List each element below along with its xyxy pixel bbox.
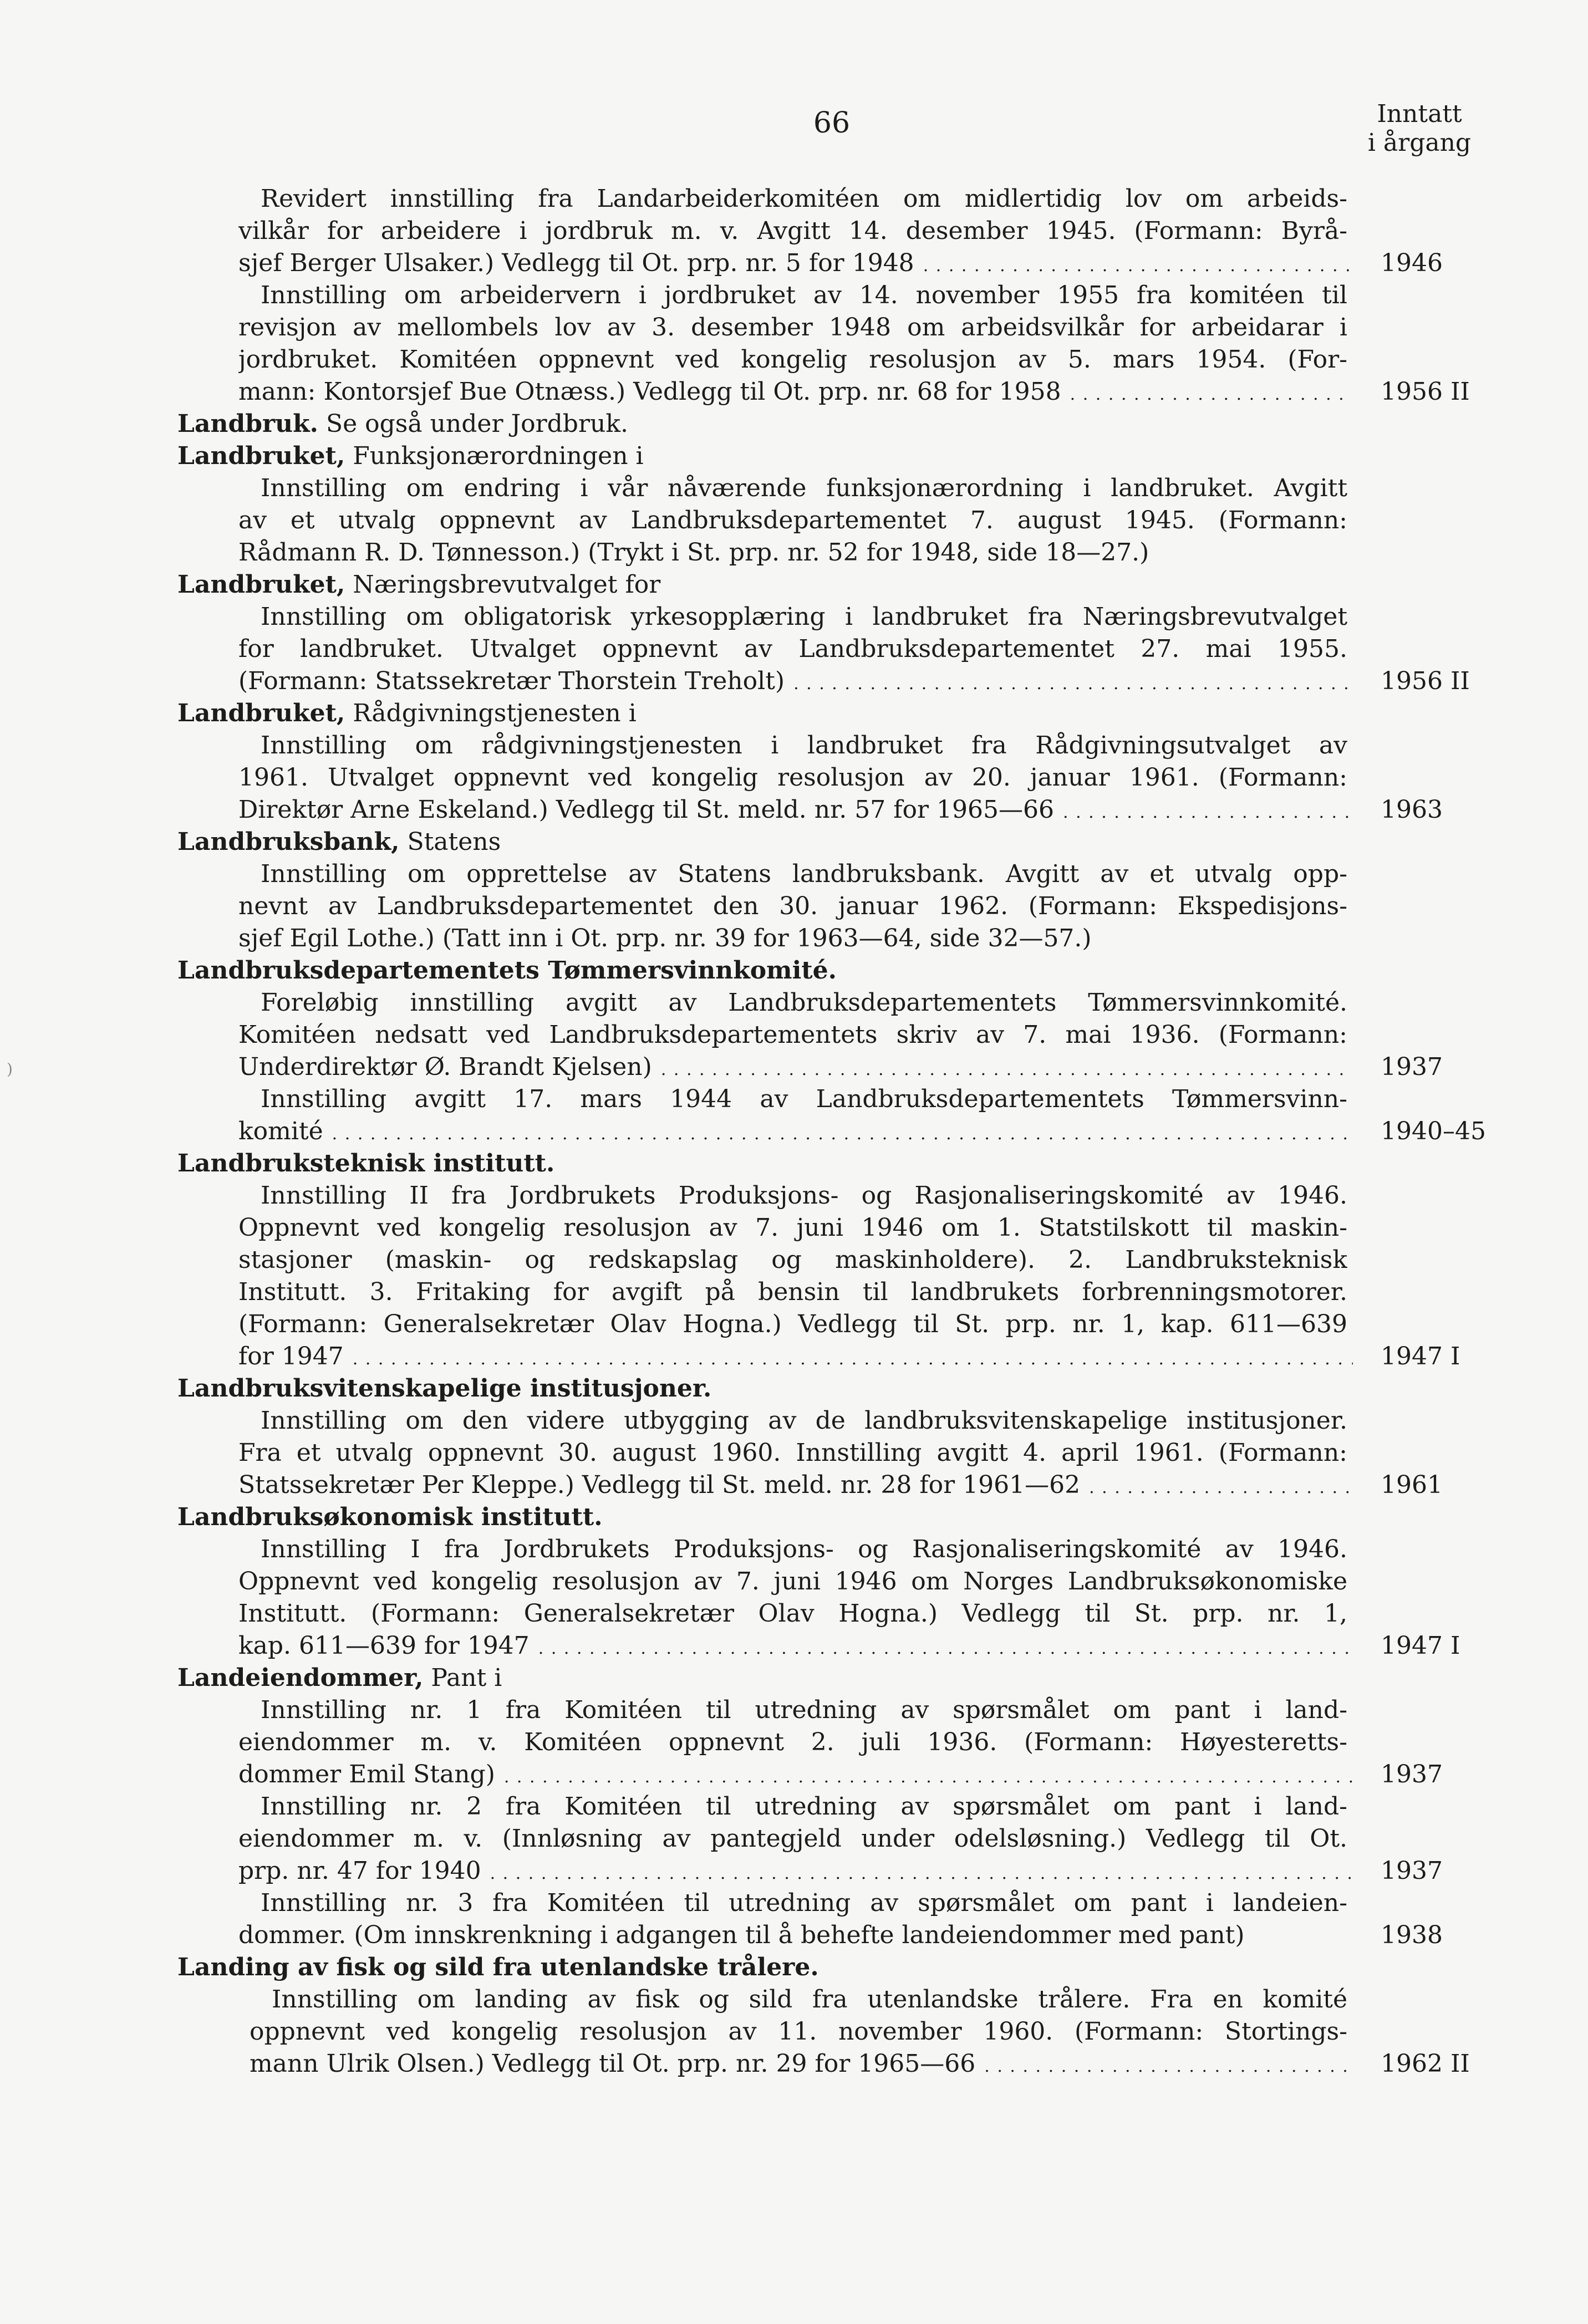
entry-keyword: Landbruk. — [177, 410, 318, 438]
year-reference: 1938 — [1381, 1921, 1443, 1949]
entry-line — [0, 762, 1588, 794]
entry-heading-text — [177, 1662, 502, 1694]
entry-heading-text — [177, 697, 637, 730]
entry-line — [0, 504, 1588, 537]
entry-keyword: Landbruksvitenskapelige institusjoner. — [177, 1374, 712, 1403]
year-reference: 1956 II — [1381, 378, 1470, 406]
entry-line — [0, 1405, 1588, 1437]
entry-line — [0, 1566, 1588, 1598]
entry-line — [0, 601, 1588, 633]
dot-leader — [1089, 1469, 1353, 1501]
year-reference: 1961 — [1381, 1471, 1443, 1499]
entry-line-text — [238, 247, 1353, 279]
entry-line-text: Innstilling II fra Jordbrukets Produksjons- og Rasjonaliseringskomité av 1946. — [261, 1181, 1347, 1210]
entry-line — [0, 1437, 1588, 1469]
entry-line — [0, 183, 1588, 215]
entry-line-text: Innstilling om endring i vår nåværende funksjonærordning i landbruket. Avgitt — [261, 474, 1347, 502]
dot-leader — [332, 1115, 1353, 1148]
entry-line-text: Innstilling I fra Jordbrukets Produksjons- og Rasjonaliseringskomité av 1946. — [261, 1535, 1347, 1563]
entry-keyword: Landbruksbank, — [177, 828, 400, 856]
entry-line-text: Oppnevnt ved kongelig resolusjon av 7. juni 1946 om 1. Statstilskott til maskin- — [238, 1214, 1347, 1242]
entry-line-content: Statssekretær Per Kleppe.) Vedlegg til St. meld. nr. 28 for 1961—62 — [238, 1471, 1081, 1499]
entry-line — [0, 890, 1588, 923]
entry-line — [0, 1244, 1588, 1276]
entry-line-text: revisjon av mellombels lov av 3. desember 1948 om arbeidsvilkår for arbeidarar i — [238, 313, 1347, 342]
entry-heading-text — [177, 1501, 603, 1533]
entry-line-content: for 1947 — [238, 1342, 344, 1370]
entry-line-text: vilkår for arbeidere i jordbruk m. v. Avgitt 14. desember 1945. (Formann: Byrå- — [238, 217, 1347, 245]
entry-heading — [0, 408, 1588, 440]
entry-line-text: Fra et utvalg oppnevnt 30. august 1960. Innstilling avgitt 4. april 1961. (Formann: — [238, 1439, 1347, 1467]
entry-line-text — [238, 665, 1353, 697]
entry-line-text: 1961. Utvalget oppnevnt ved kongelig resolusjon av 20. januar 1961. (Formann: — [238, 763, 1347, 792]
entry-heading — [0, 955, 1588, 987]
entry-heading — [0, 826, 1588, 858]
entry-line-text: nevnt av Landbruksdepartementet den 30. januar 1962. (Formann: Ekspedisjons- — [238, 892, 1347, 920]
year-reference: 1946 — [1381, 249, 1443, 277]
entry-line — [0, 794, 1588, 826]
entry-qualifier: Pant i — [423, 1664, 502, 1692]
entry-line — [0, 344, 1588, 376]
entry-line-text — [238, 1630, 1353, 1662]
entry-line — [0, 633, 1588, 665]
entry-line-content: mann Ulrik Olsen.) Vedlegg til Ot. prp. nr. 29 for 1965—66 — [250, 2050, 976, 2078]
entry-line — [0, 1212, 1588, 1244]
entry-line-text: Revidert innstilling fra Landarbeiderkomitéen om midlertidig lov om arbeids- — [261, 185, 1347, 213]
entry-line-text — [238, 1051, 1353, 1083]
entry-line-text: Innstilling om rådgivningstjenesten i landbruket fra Rådgivningsutvalget av — [261, 731, 1347, 760]
entry-line-content: (Formann: Statssekretær Thorstein Treholt) — [238, 667, 785, 695]
entry-line — [0, 1726, 1588, 1759]
entry-heading-text — [177, 955, 837, 987]
entry-line — [0, 312, 1588, 344]
entry-keyword: Landbruksøkonomisk institutt. — [177, 1503, 603, 1531]
entry-keyword: Landbruksdepartementets Tømmersvinnkomité. — [177, 956, 837, 985]
dot-leader — [538, 1630, 1353, 1662]
year-reference: 1937 — [1381, 1053, 1443, 1081]
entry-line — [0, 1919, 1588, 1951]
entry-line — [0, 730, 1588, 762]
entry-line-text: Innstilling om landing av fisk og sild fra utenlandske trålere. Fra en komité — [272, 1985, 1347, 2014]
entry-heading — [0, 1373, 1588, 1405]
entry-line-text: Innstilling om arbeidervern i jordbruket av 14. november 1955 fra komitéen til — [261, 281, 1347, 309]
entry-line-text: eiendommer m. v. Komitéen oppnevnt 2. juli 1936. (Formann: Høyesteretts- — [238, 1728, 1347, 1756]
entry-heading-text — [177, 826, 501, 858]
entry-line-text: Innstilling om opprettelse av Statens landbruksbank. Avgitt av et utvalg opp- — [261, 860, 1347, 888]
entry-line — [0, 987, 1588, 1019]
entry-line — [0, 279, 1588, 312]
entry-line — [0, 1469, 1588, 1501]
entry-heading-text — [177, 1951, 819, 1984]
entry-line-content: Underdirektør Ø. Brandt Kjelsen) — [238, 1053, 652, 1081]
year-reference: 1937 — [1381, 1857, 1443, 1885]
page-number: 66 — [813, 106, 851, 140]
entry-heading — [0, 569, 1588, 601]
entry-line-text: for landbruket. Utvalget oppnevnt av Landbruksdepartementet 27. mai 1955. — [238, 635, 1347, 663]
entry-keyword: Landeiendommer, — [177, 1664, 424, 1692]
entry-line — [0, 215, 1588, 247]
entry-heading-text — [177, 440, 644, 472]
entry-line-text: Oppnevnt ved kongelig resolusjon av 7. juni 1946 om Norges Landbruksøkonomiske — [238, 1567, 1347, 1596]
entry-line-content: mann: Kontorsjef Bue Otnæss.) Vedlegg til Ot. prp. nr. 68 for 1958 — [238, 378, 1061, 406]
entry-line-content: kap. 611—639 for 1947 — [238, 1632, 530, 1660]
entry-qualifier: Statens — [399, 828, 501, 856]
entry-keyword: Landbruksteknisk institutt. — [177, 1149, 555, 1178]
entry-line-text: Komitéen nedsatt ved Landbruksdepartementets skriv av 7. mai 1936. (Formann: — [238, 1021, 1347, 1049]
entry-keyword: Landbruket, — [177, 570, 345, 599]
entry-line-text: sjef Egil Lothe.) (Tatt inn i Ot. prp. nr. 39 for 1963—64, side 32—57.) — [238, 924, 1092, 952]
entry-line-text: Institutt. 3. Fritaking for avgift på bensin til landbrukets forbrenningsmotorer. — [238, 1278, 1347, 1306]
entry-heading-text — [177, 408, 628, 440]
entry-line — [0, 665, 1588, 697]
year-reference: 1947 I — [1381, 1342, 1460, 1370]
entry-line — [0, 472, 1588, 504]
entry-line — [0, 537, 1588, 569]
entry-line-content: komité — [238, 1117, 323, 1145]
entry-line-text — [238, 1855, 1353, 1887]
entry-line — [0, 1051, 1588, 1083]
entry-line-text — [238, 1341, 1353, 1373]
column-heading-line-2: i årgang — [1367, 129, 1472, 157]
dot-leader — [1063, 794, 1353, 826]
entry-line-text: (Formann: Generalsekretær Olav Hogna.) Vedlegg til St. prp. nr. 1, kap. 611—639 — [238, 1310, 1347, 1338]
entry-line — [0, 1598, 1588, 1630]
year-reference: 1962 II — [1381, 2050, 1470, 2078]
entry-line-text — [250, 2048, 1353, 2080]
entry-line — [0, 923, 1588, 955]
entry-line-text — [238, 1759, 1353, 1791]
entry-line — [0, 1630, 1588, 1662]
entry-qualifier: Rådgivningstjenesten i — [345, 699, 637, 727]
entry-line — [0, 376, 1588, 408]
entry-heading-text — [177, 569, 660, 601]
dot-leader — [1070, 376, 1353, 408]
entry-line-text — [238, 1115, 1353, 1148]
year-reference: 1963 — [1381, 796, 1443, 824]
entry-heading-text — [177, 1373, 711, 1405]
entry-heading — [0, 697, 1588, 730]
margin-mark: ) — [7, 1060, 13, 1078]
entry-line — [0, 1019, 1588, 1051]
entry-line — [0, 1341, 1588, 1373]
entry-line — [0, 1855, 1588, 1887]
entry-qualifier: Se også under Jordbruk. — [318, 410, 628, 438]
entry-keyword: Landbruket, — [177, 699, 345, 727]
entry-line-text: av et utvalg oppnevnt av Landbruksdepartementet 7. august 1945. (Formann: — [238, 506, 1347, 534]
entry-line-text: Institutt. (Formann: Generalsekretær Olav Hogna.) Vedlegg til St. prp. nr. 1, — [238, 1599, 1347, 1628]
dot-leader — [793, 665, 1353, 697]
entry-line-text: Innstilling nr. 2 fra Komitéen til utredning av spørsmålet om pant i land- — [261, 1792, 1347, 1821]
entry-line-text: Innstilling avgitt 17. mars 1944 av Landbruksdepartementets Tømmersvinn- — [261, 1085, 1347, 1113]
entry-line — [0, 858, 1588, 890]
dot-leader — [923, 247, 1353, 279]
entry-qualifier: Næringsbrevutvalget for — [345, 570, 661, 599]
index-entries — [0, 183, 1588, 2080]
entry-line-content: prp. nr. 47 for 1940 — [238, 1857, 481, 1885]
entry-line — [0, 1791, 1588, 1823]
dot-leader — [504, 1759, 1353, 1791]
entry-line — [0, 1276, 1588, 1308]
entry-line-content: dommer Emil Stang) — [238, 1760, 495, 1788]
dot-leader — [984, 2048, 1353, 2080]
year-reference: 1956 II — [1381, 667, 1470, 695]
dot-leader — [661, 1051, 1353, 1083]
entry-keyword: Landing av fisk og sild fra utenlandske trålere. — [177, 1953, 819, 1981]
entry-heading — [0, 1148, 1588, 1180]
entry-line-text: dommer. (Om innskrenkning i adgangen til å behefte landeiendommer med pant) — [238, 1921, 1245, 1949]
entry-heading — [0, 440, 1588, 472]
entry-qualifier: Funksjonærordningen i — [345, 442, 644, 470]
entry-line-text: oppnevnt ved kongelig resolusjon av 11. november 1960. (Formann: Stortings- — [250, 2017, 1347, 2046]
column-heading — [1347, 100, 1492, 157]
column-heading-line-1: Inntatt — [1377, 100, 1462, 128]
year-reference: 1940–45 — [1381, 1117, 1486, 1145]
entry-line-text — [238, 1469, 1353, 1501]
entry-line-text: Innstilling nr. 3 fra Komitéen til utredning av spørsmålet om pant i landeien- — [261, 1889, 1347, 1917]
entry-line-text — [238, 376, 1353, 408]
entry-line-text: eiendommer m. v. (Innløsning av pantegjeld under odelsløsning.) Vedlegg til Ot. — [238, 1824, 1347, 1853]
entry-heading — [0, 1501, 1588, 1533]
entry-line-text: Innstilling om obligatorisk yrkesopplæring i landbruket fra Næringsbrevutvalget — [261, 603, 1347, 631]
entry-line-text: stasjoner (maskin- og redskapslag og maskinholdere). 2. Landbruksteknisk — [238, 1246, 1347, 1274]
entry-line-text: Foreløbig innstilling avgitt av Landbruksdepartementets Tømmersvinnkomité. — [261, 988, 1347, 1017]
entry-line — [0, 2048, 1588, 2080]
entry-line — [0, 1984, 1588, 2016]
entry-line-content: sjef Berger Ulsaker.) Vedlegg til Ot. prp. nr. 5 for 1948 — [238, 249, 914, 277]
entry-line — [0, 1887, 1588, 1919]
entry-heading — [0, 1662, 1588, 1694]
year-reference: 1937 — [1381, 1760, 1443, 1788]
dot-leader — [353, 1341, 1353, 1373]
entry-line-text: jordbruket. Komitéen oppnevnt ved kongelig resolusjon av 5. mars 1954. (For- — [238, 345, 1347, 374]
entry-line — [0, 1115, 1588, 1148]
entry-line — [0, 247, 1588, 279]
entry-heading — [0, 1951, 1588, 1984]
entry-line — [0, 1533, 1588, 1566]
entry-line — [0, 2016, 1588, 2048]
dot-leader — [490, 1855, 1353, 1887]
entry-line — [0, 1759, 1588, 1791]
entry-line — [0, 1083, 1588, 1115]
entry-line-text: Rådmann R. D. Tønnesson.) (Trykt i St. prp. nr. 52 for 1948, side 18—27.) — [238, 538, 1149, 567]
entry-line-text: Innstilling om den videre utbygging av de landbruksvitenskapelige institusjoner. — [261, 1406, 1347, 1435]
year-reference: 1947 I — [1381, 1632, 1460, 1660]
entry-line-content: Direktør Arne Eskeland.) Vedlegg til St. meld. nr. 57 for 1965—66 — [238, 796, 1054, 824]
entry-line — [0, 1694, 1588, 1726]
entry-heading-text — [177, 1148, 554, 1180]
entry-line — [0, 1308, 1588, 1341]
entry-line-text — [238, 794, 1353, 826]
entry-line — [0, 1823, 1588, 1855]
entry-line — [0, 1180, 1588, 1212]
entry-keyword: Landbruket, — [177, 442, 345, 470]
entry-line-text: Innstilling nr. 1 fra Komitéen til utredning av spørsmålet om pant i land- — [261, 1696, 1347, 1724]
